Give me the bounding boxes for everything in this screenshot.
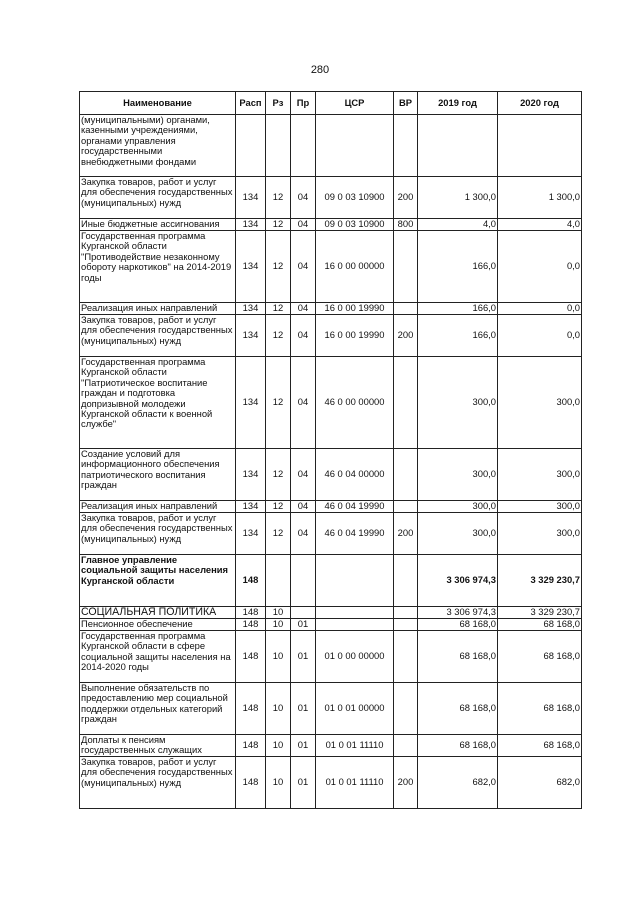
- row-rasp: 134: [236, 357, 266, 449]
- row-rz: 10: [266, 735, 291, 757]
- row-amount-2020: 300,0: [498, 449, 582, 501]
- row-rasp: 134: [236, 219, 266, 231]
- row-name: Закупка товаров, работ и услуг для обеспечения государственных (муниципальных) нужд: [80, 177, 236, 219]
- table-row: [80, 177, 582, 219]
- row-vr: [394, 303, 418, 315]
- row-pr: 04: [291, 177, 316, 219]
- row-pr: 01: [291, 757, 316, 809]
- row-rz: 10: [266, 631, 291, 683]
- row-rasp: 148: [236, 683, 266, 735]
- row-amount-2019: 68 168,0: [418, 619, 498, 631]
- column-header-2020: 2020 год: [498, 92, 582, 115]
- row-amount-2020: 682,0: [498, 757, 582, 809]
- table-body: [80, 115, 582, 809]
- row-name: Иные бюджетные ассигнования: [80, 219, 236, 231]
- row-pr: [291, 555, 316, 607]
- row-amount-2020: 0,0: [498, 231, 582, 303]
- row-rasp: 134: [236, 231, 266, 303]
- row-amount-2020: 300,0: [498, 513, 582, 555]
- row-vr: 200: [394, 513, 418, 555]
- row-rz: 12: [266, 231, 291, 303]
- row-pr: 01: [291, 735, 316, 757]
- row-rz: 10: [266, 607, 291, 619]
- row-rz: 10: [266, 619, 291, 631]
- row-name: Государственная программа Курганской области в сфере социальной защиты населения на 2014-2020 годы: [80, 631, 236, 683]
- row-csr: [316, 607, 394, 619]
- row-name: Доплаты к пенсиям государственных служащих: [80, 735, 236, 757]
- row-amount-2020: 300,0: [498, 501, 582, 513]
- row-rz: 12: [266, 501, 291, 513]
- table-row: [80, 501, 582, 513]
- row-amount-2020: 68 168,0: [498, 619, 582, 631]
- row-rasp: 148: [236, 555, 266, 607]
- row-amount-2019: 300,0: [418, 501, 498, 513]
- row-name: Государственная программа Курганской области "Патриотическое воспитание граждан и подготовка допризывной молодежи Курганской области к военной службе": [80, 357, 236, 449]
- table-row: [80, 607, 582, 619]
- row-rasp: 148: [236, 619, 266, 631]
- row-rasp: 134: [236, 449, 266, 501]
- row-name: Закупка товаров, работ и услуг для обеспечения государственных (муниципальных) нужд: [80, 315, 236, 357]
- row-name: Пенсионное обеспечение: [80, 619, 236, 631]
- row-amount-2020: 4,0: [498, 219, 582, 231]
- row-vr: 200: [394, 315, 418, 357]
- row-csr: 01 0 00 00000: [316, 631, 394, 683]
- row-rasp: 134: [236, 513, 266, 555]
- row-csr: 16 0 00 19990: [316, 303, 394, 315]
- row-csr: 01 0 01 11110: [316, 735, 394, 757]
- row-pr: 01: [291, 619, 316, 631]
- table-row: [80, 357, 582, 449]
- row-rz: 12: [266, 177, 291, 219]
- table-row: [80, 219, 582, 231]
- row-amount-2020: [498, 115, 582, 177]
- row-name: Выполнение обязательств по предоставлению мер социальной поддержки отдельных категорий граждан: [80, 683, 236, 735]
- row-amount-2019: 68 168,0: [418, 631, 498, 683]
- table-row: [80, 231, 582, 303]
- row-amount-2020: 68 168,0: [498, 631, 582, 683]
- row-rasp: 148: [236, 735, 266, 757]
- row-pr: 04: [291, 231, 316, 303]
- row-rz: 12: [266, 315, 291, 357]
- row-csr: 16 0 00 00000: [316, 231, 394, 303]
- row-name: Закупка товаров, работ и услуг для обеспечения государственных (муниципальных) нужд: [80, 513, 236, 555]
- row-rasp: 134: [236, 315, 266, 357]
- column-header-2019: 2019 год: [418, 92, 498, 115]
- row-name: Государственная программа Курганской области "Противодействие незаконному обороту наркотиков" на 2014-2019 годы: [80, 231, 236, 303]
- row-csr: 01 0 01 11110: [316, 757, 394, 809]
- row-vr: [394, 619, 418, 631]
- row-pr: 04: [291, 219, 316, 231]
- row-pr: 04: [291, 501, 316, 513]
- row-name: Реализация иных направлений: [80, 501, 236, 513]
- row-vr: [394, 449, 418, 501]
- row-vr: 800: [394, 219, 418, 231]
- row-amount-2020: 3 329 230,7: [498, 607, 582, 619]
- row-rasp: 148: [236, 607, 266, 619]
- table-row: [80, 315, 582, 357]
- row-amount-2019: 300,0: [418, 513, 498, 555]
- row-rz: 12: [266, 449, 291, 501]
- row-pr: 04: [291, 315, 316, 357]
- row-vr: [394, 357, 418, 449]
- row-amount-2019: 68 168,0: [418, 735, 498, 757]
- column-header-pr: Пр: [291, 92, 316, 115]
- row-name: Главное управление социальной защиты населения Курганской области: [80, 555, 236, 607]
- row-pr: 04: [291, 449, 316, 501]
- row-amount-2020: 68 168,0: [498, 683, 582, 735]
- row-csr: [316, 115, 394, 177]
- row-amount-2019: 300,0: [418, 449, 498, 501]
- row-amount-2019: 3 306 974,3: [418, 555, 498, 607]
- row-amount-2019: [418, 115, 498, 177]
- table-row: [80, 619, 582, 631]
- row-amount-2019: 166,0: [418, 303, 498, 315]
- row-csr: 46 0 04 19990: [316, 513, 394, 555]
- row-vr: [394, 631, 418, 683]
- row-vr: [394, 683, 418, 735]
- row-pr: [291, 607, 316, 619]
- row-amount-2020: 0,0: [498, 315, 582, 357]
- row-rasp: 134: [236, 177, 266, 219]
- row-csr: [316, 555, 394, 607]
- row-csr: [316, 619, 394, 631]
- table-row: [80, 555, 582, 607]
- row-vr: [394, 735, 418, 757]
- row-vr: 200: [394, 177, 418, 219]
- row-csr: 16 0 00 19990: [316, 315, 394, 357]
- row-amount-2019: 166,0: [418, 315, 498, 357]
- row-amount-2020: 1 300,0: [498, 177, 582, 219]
- row-name: Закупка товаров, работ и услуг для обеспечения государственных (муниципальных) нужд: [80, 757, 236, 809]
- row-amount-2019: 3 306 974,3: [418, 607, 498, 619]
- row-amount-2020: 300,0: [498, 357, 582, 449]
- table-row: [80, 115, 582, 177]
- row-pr: 04: [291, 513, 316, 555]
- column-header-csr: ЦСР: [316, 92, 394, 115]
- row-rasp: [236, 115, 266, 177]
- budget-table: [79, 91, 582, 809]
- table-row: [80, 631, 582, 683]
- row-name: СОЦИАЛЬНАЯ ПОЛИТИКА: [80, 607, 236, 619]
- row-amount-2020: 68 168,0: [498, 735, 582, 757]
- row-rasp: 148: [236, 631, 266, 683]
- row-csr: 01 0 01 00000: [316, 683, 394, 735]
- row-name: Создание условий для информационного обеспечения патриотического воспитания граждан: [80, 449, 236, 501]
- row-rz: 12: [266, 357, 291, 449]
- column-header-rz: Рз: [266, 92, 291, 115]
- row-vr: [394, 231, 418, 303]
- row-name: (муниципальными) органами, казенными учреждениями, органами управления государственными внебюджетными фондами: [80, 115, 236, 177]
- row-rz: 12: [266, 219, 291, 231]
- table-row: [80, 757, 582, 809]
- row-rz: 10: [266, 683, 291, 735]
- row-amount-2020: 0,0: [498, 303, 582, 315]
- row-rasp: 134: [236, 303, 266, 315]
- row-vr: 200: [394, 757, 418, 809]
- page-number: 280: [310, 64, 330, 76]
- table-row: [80, 683, 582, 735]
- row-csr: 46 0 04 19990: [316, 501, 394, 513]
- table-row: [80, 303, 582, 315]
- row-vr: [394, 607, 418, 619]
- row-rasp: 134: [236, 501, 266, 513]
- row-vr: [394, 501, 418, 513]
- row-amount-2019: 166,0: [418, 231, 498, 303]
- row-amount-2019: 300,0: [418, 357, 498, 449]
- row-name: Реализация иных направлений: [80, 303, 236, 315]
- row-pr: [291, 115, 316, 177]
- table-row: [80, 513, 582, 555]
- row-rz: [266, 115, 291, 177]
- column-header-rasp: Расп: [236, 92, 266, 115]
- table-header-row: [80, 92, 582, 115]
- row-rasp: 148: [236, 757, 266, 809]
- column-header-name: Наименование: [80, 92, 236, 115]
- row-pr: 01: [291, 631, 316, 683]
- row-vr: [394, 115, 418, 177]
- row-rz: 12: [266, 303, 291, 315]
- row-amount-2019: 68 168,0: [418, 683, 498, 735]
- row-pr: 04: [291, 303, 316, 315]
- row-pr: 04: [291, 357, 316, 449]
- table-row: [80, 735, 582, 757]
- row-csr: 46 0 00 00000: [316, 357, 394, 449]
- row-csr: 09 0 03 10900: [316, 177, 394, 219]
- row-amount-2019: 1 300,0: [418, 177, 498, 219]
- row-pr: 01: [291, 683, 316, 735]
- row-csr: 46 0 04 00000: [316, 449, 394, 501]
- column-header-vr: ВР: [394, 92, 418, 115]
- row-vr: [394, 555, 418, 607]
- row-amount-2020: 3 329 230,7: [498, 555, 582, 607]
- row-rz: 12: [266, 513, 291, 555]
- row-amount-2019: 682,0: [418, 757, 498, 809]
- row-rz: [266, 555, 291, 607]
- row-rz: 10: [266, 757, 291, 809]
- row-amount-2019: 4,0: [418, 219, 498, 231]
- row-csr: 09 0 03 10900: [316, 219, 394, 231]
- table-row: [80, 449, 582, 501]
